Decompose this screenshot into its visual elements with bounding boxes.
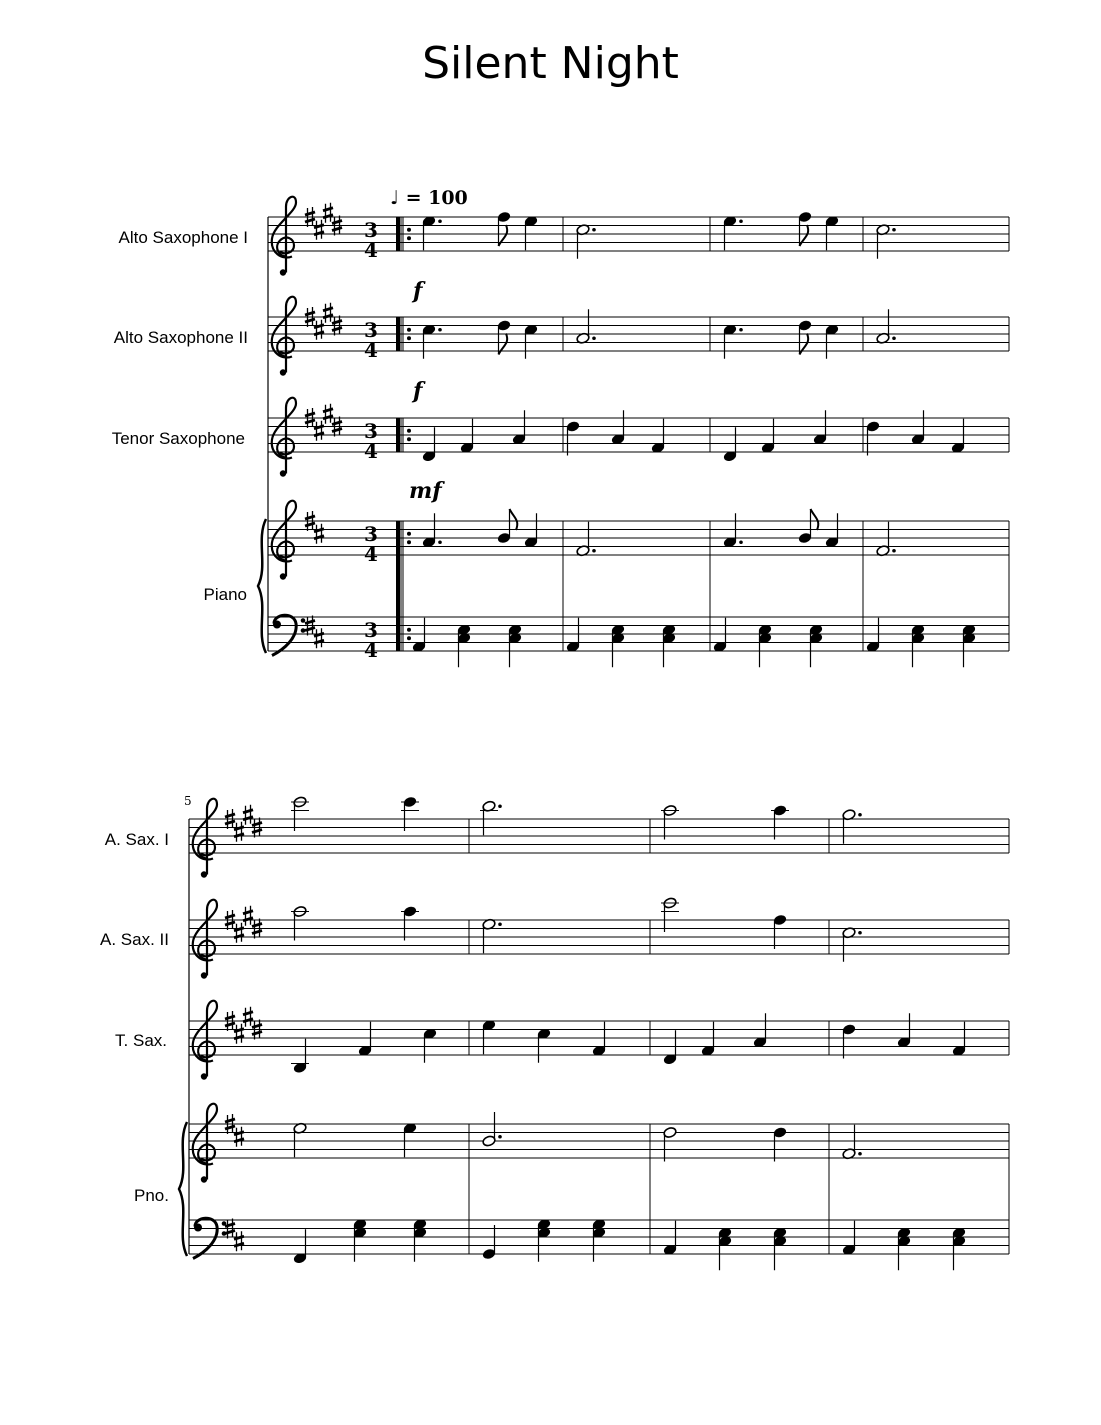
sharp-icon — [243, 805, 253, 825]
time-sig-num: 3 — [364, 618, 378, 642]
sharp-icon — [323, 203, 333, 223]
treble-clef-icon — [272, 197, 296, 276]
treble-clef-icon — [193, 900, 217, 979]
sharp-icon — [314, 628, 324, 648]
note-dot — [498, 1135, 502, 1139]
time-sig-num: 3 — [364, 318, 378, 342]
repeat-dot — [407, 328, 411, 332]
repeat-dot — [407, 228, 411, 232]
dynamic-alto-sax-2: f — [413, 378, 423, 404]
sharp-icon — [314, 320, 324, 340]
note-dot — [498, 922, 502, 926]
repeat-dot — [407, 336, 411, 340]
treble-clef-icon — [193, 799, 217, 878]
treble-clef-icon — [272, 501, 296, 580]
measure-number: 5 — [184, 794, 192, 808]
time-sig-num: 3 — [364, 522, 378, 546]
time-sig-num: 3 — [364, 419, 378, 443]
dynamic-alto-sax-1: f — [413, 278, 423, 304]
note-dot — [892, 549, 896, 553]
repeat-dot — [407, 540, 411, 544]
time-sig-den: 4 — [364, 542, 378, 566]
part-label-piano-short: Pno. — [134, 1186, 169, 1205]
bass-clef-icon — [193, 1218, 226, 1258]
time-sig-num: 3 — [364, 218, 378, 242]
note-dot — [739, 328, 743, 332]
sharp-icon — [234, 1024, 244, 1044]
note-flag — [510, 509, 518, 530]
piano-brace — [258, 519, 266, 653]
sharp-icon — [314, 421, 324, 441]
repeat-dot — [407, 429, 411, 433]
sharp-icon — [323, 404, 333, 424]
note-dot — [739, 540, 743, 544]
note-dot — [438, 540, 442, 544]
note-dot — [438, 328, 442, 332]
note-dot — [892, 228, 896, 232]
repeat-dot — [407, 636, 411, 640]
sharp-icon — [234, 822, 244, 842]
note-dot — [858, 1152, 862, 1156]
repeat-dot — [407, 236, 411, 240]
sharp-icon — [234, 923, 244, 943]
time-sig-den: 4 — [364, 338, 378, 362]
part-label-alto-sax-2: Alto Saxophone II — [113, 328, 248, 347]
note-dot — [892, 336, 896, 340]
bass-clef-icon — [272, 615, 305, 655]
note-dot — [858, 931, 862, 935]
score-title: Silent Night — [422, 38, 679, 89]
time-sig-den: 4 — [364, 238, 378, 262]
repeat-dot — [407, 437, 411, 441]
staves — [179, 197, 1009, 1259]
repeat-dot — [407, 532, 411, 536]
time-sig-den: 4 — [364, 638, 378, 662]
part-label-alto-sax-2-short: A. Sax. II — [100, 930, 169, 949]
part-label-alto-sax-1: Alto Saxophone I — [118, 228, 248, 247]
treble-clef-icon — [193, 1104, 217, 1183]
part-label-tenor-sax: Tenor Saxophone — [111, 429, 245, 448]
note-dot — [592, 228, 596, 232]
note-dot — [592, 336, 596, 340]
tempo-mark: ♩ = 100 — [390, 187, 468, 209]
note-dot — [858, 813, 862, 817]
treble-clef-icon — [272, 297, 296, 376]
time-sig-den: 4 — [364, 439, 378, 463]
sharp-icon — [243, 1007, 253, 1027]
sharp-icon — [314, 220, 324, 240]
part-label-tenor-sax-short: T. Sax. — [115, 1031, 167, 1050]
treble-clef-icon — [193, 1001, 217, 1080]
part-label-piano: Piano — [203, 585, 247, 604]
repeat-dot — [407, 628, 411, 632]
treble-clef-icon — [272, 398, 296, 477]
note-flag — [811, 509, 819, 530]
note-dot — [438, 219, 442, 223]
sharp-icon — [323, 303, 333, 323]
sharp-icon — [234, 1231, 244, 1251]
dynamic-tenor-sax: mf — [409, 478, 442, 504]
note-dot — [592, 549, 596, 553]
sharp-icon — [243, 906, 253, 926]
time-signature — [364, 218, 378, 662]
note-dot — [739, 219, 743, 223]
sharp-icon — [234, 1127, 244, 1147]
notes — [291, 211, 976, 1270]
piano-brace — [179, 1122, 187, 1256]
part-label-alto-sax-1-short: A. Sax. I — [104, 830, 169, 849]
sharp-icon — [314, 524, 324, 544]
note-dot — [498, 804, 502, 808]
